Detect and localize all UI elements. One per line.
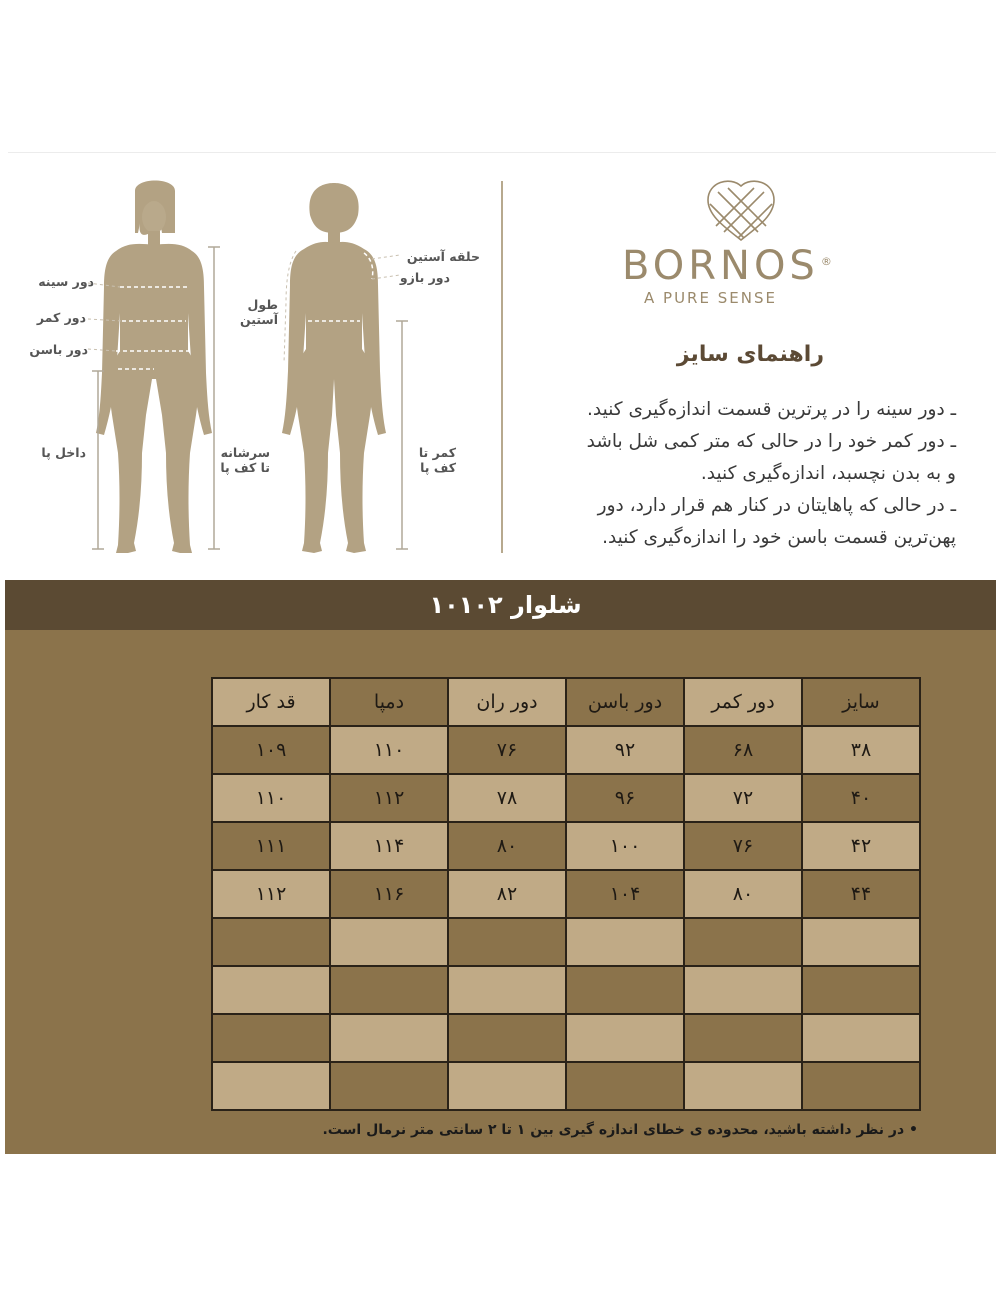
brand-tagline: A PURE SENSE: [644, 289, 777, 307]
table-cell: ۱۱۲: [212, 870, 330, 918]
table-cell: [802, 918, 920, 966]
table-cell: [212, 1014, 330, 1062]
table-cell: [212, 1062, 330, 1110]
label-line: کمر تا: [418, 445, 456, 460]
table-cell: ۱۰۹: [212, 726, 330, 774]
table-cell: ۱۱۶: [330, 870, 448, 918]
brand-name: [622, 243, 872, 289]
table-cell: ۸۰: [448, 822, 566, 870]
front-figure-silhouette: [96, 181, 212, 554]
size-guide-instructions: [516, 394, 956, 554]
label-chest: دور سینه: [38, 274, 94, 289]
table-cell: [566, 918, 684, 966]
label-sleeve-length: [240, 297, 278, 327]
label-waist: دور کمر: [36, 310, 86, 325]
label-hip: دور باسن: [29, 342, 88, 357]
table-cell: ۷۶: [448, 726, 566, 774]
back-figure-silhouette: [282, 183, 386, 553]
table-cell: ۶۸: [684, 726, 802, 774]
table-row: [212, 774, 920, 822]
body-measurement-illustration: [8, 153, 504, 581]
table-cell: [212, 918, 330, 966]
table-cell: ۸۲: [448, 870, 566, 918]
table-cell: ۱۱۴: [330, 822, 448, 870]
product-title: شلوار ۱۰۱۰۲: [429, 591, 582, 619]
table-cell: ۴۲: [802, 822, 920, 870]
table-row: [212, 966, 920, 1014]
table-cell: [212, 966, 330, 1014]
label-line: کف پا: [420, 460, 456, 475]
table-cell: ۱۰۴: [566, 870, 684, 918]
table-cell: [330, 1014, 448, 1062]
measurement-tolerance-note: • در نظر داشته باشید، محدوده ی خطای اندازه گیری بین ۱ تا ۲ سانتی متر نرمال است.: [322, 1122, 918, 1138]
table-row: [212, 1062, 920, 1110]
table-cell: ۱۱۰: [212, 774, 330, 822]
registered-mark: ®: [820, 255, 832, 268]
header-thigh: دور ران: [448, 678, 566, 726]
table-cell: [684, 966, 802, 1014]
table-cell: [448, 1014, 566, 1062]
size-guide-title: راهنمای سایز: [676, 342, 824, 367]
table-row: [212, 1014, 920, 1062]
table-cell: ۱۱۱: [212, 822, 330, 870]
table-row: [212, 870, 920, 918]
label-inseam: داخل پا: [41, 445, 86, 460]
table-cell: [448, 1062, 566, 1110]
table-cell: ۳۸: [802, 726, 920, 774]
table-cell: [448, 966, 566, 1014]
header-size: سایز: [802, 678, 920, 726]
table-cell: [802, 1062, 920, 1110]
instruction-line: ـ دور کمر خود را در حالی که متر کمی شل باشد: [586, 431, 956, 452]
label-line: طول: [247, 297, 278, 312]
table-cell: [566, 966, 684, 1014]
heart-lattice-icon: [700, 180, 782, 244]
table-cell: [330, 918, 448, 966]
table-cell: [330, 1062, 448, 1110]
table-cell: ۴۴: [802, 870, 920, 918]
table-cell: ۸۰: [684, 870, 802, 918]
table-cell: ۱۱۲: [330, 774, 448, 822]
label-line: آستین: [239, 312, 278, 327]
table-cell: [684, 1062, 802, 1110]
table-cell: ۴۰: [802, 774, 920, 822]
table-cell: [684, 918, 802, 966]
header-hip: دور باسن: [566, 678, 684, 726]
header-hem: دمپا: [330, 678, 448, 726]
size-table: [211, 677, 921, 1111]
table-cell: ۹۶: [566, 774, 684, 822]
table-header-row: [212, 678, 920, 726]
instruction-line: ـ در حالی که پاهایتان در کنار هم قرار دارد، دور: [597, 495, 956, 516]
table-row: [212, 726, 920, 774]
label-waist-to-floor: [419, 445, 456, 475]
table-cell: [802, 1014, 920, 1062]
table-cell: [566, 1062, 684, 1110]
label-armhole: حلقه آستین: [406, 249, 480, 264]
table-cell: ۷۲: [684, 774, 802, 822]
table-row: [212, 822, 920, 870]
brand-wordmark: BORNOS: [622, 243, 819, 289]
table-cell: ۱۱۰: [330, 726, 448, 774]
section-divider: [501, 181, 503, 553]
table-cell: [330, 966, 448, 1014]
label-line: تا کف پا: [220, 460, 270, 475]
table-row: [212, 918, 920, 966]
header-waist: دور کمر: [684, 678, 802, 726]
label-line: سرشانه: [220, 445, 270, 460]
table-cell: [448, 918, 566, 966]
table-cell: [802, 966, 920, 1014]
size-chart-panel: [5, 580, 996, 1154]
header-length: قد کار: [212, 678, 330, 726]
table-cell: ۹۲: [566, 726, 684, 774]
instruction-line: و به بدن نچسبد، اندازه‌گیری کنید.: [700, 463, 956, 484]
label-shoulder-to-floor: [220, 445, 270, 475]
table-cell: ۱۰۰: [566, 822, 684, 870]
label-upper-arm: دور بازو: [399, 270, 450, 285]
instruction-line: پهن‌ترین قسمت باسن خود را اندازه‌گیری کنید.: [602, 527, 956, 548]
instruction-line: ـ دور سینه را در پرترین قسمت اندازه‌گیری کنید.: [587, 399, 956, 420]
table-cell: [566, 1014, 684, 1062]
table-cell: [684, 1014, 802, 1062]
table-cell: ۷۸: [448, 774, 566, 822]
table-cell: ۷۶: [684, 822, 802, 870]
